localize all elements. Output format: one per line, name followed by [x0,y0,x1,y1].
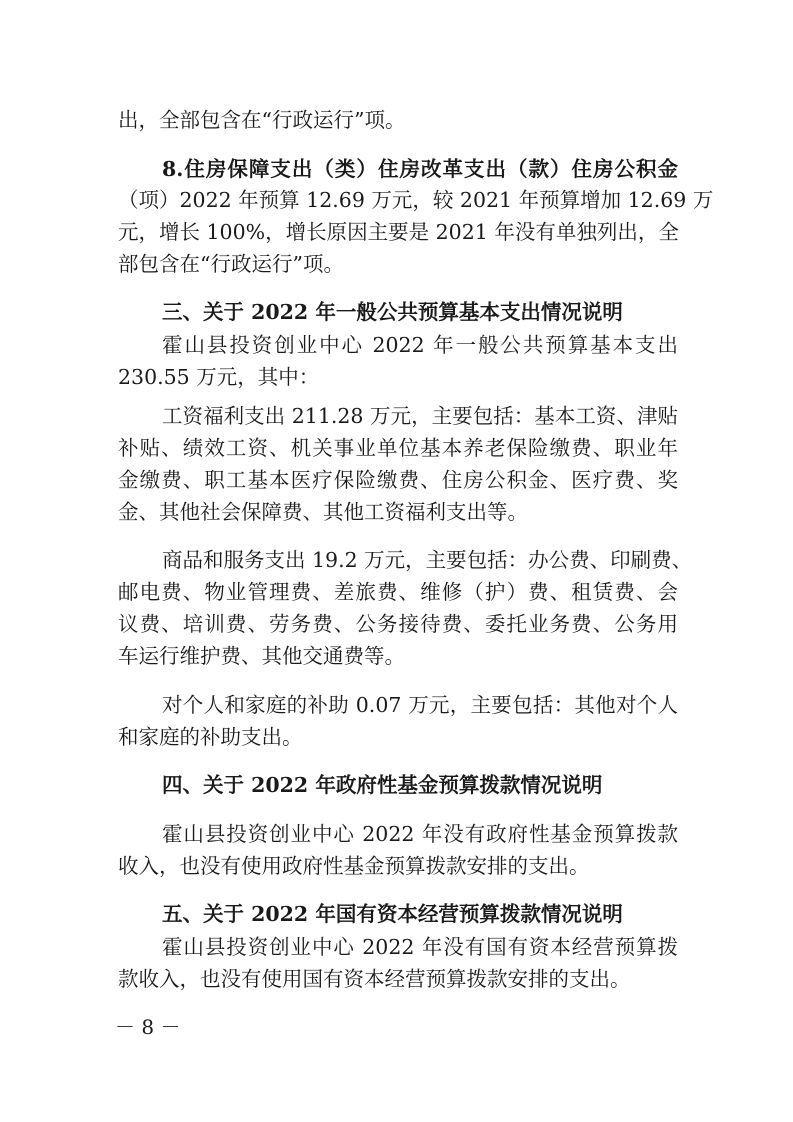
text-line: 议费、培训费、劳务费、公务接待费、委托业务费、公务用 [118,612,678,636]
text-line: 商品和服务支出 19.2 万元，主要包括：办公费、印刷费、 [162,548,693,572]
text-line: 霍山县投资创业中心 2022 年没有政府性基金预算拨款 [162,822,678,846]
text-line: 霍山县投资创业中心 2022 年一般公共预算基本支出 [162,333,678,357]
text-line: 金、其他社会保障费、其他工资福利支出等。 [118,500,528,524]
text-line: 补贴、绩效工资、机关事业单位基本养老保险缴费、职业年 [118,436,678,460]
text-line: 五、关于 2022 年国有资本经营预算拨款情况说明 [162,902,623,926]
text-line: 车运行维护费、其他交通费等。 [118,644,405,668]
text-line: 对个人和家庭的补助 0.07 万元，主要包括：其他对个人 [162,693,678,717]
text-line: 工资福利支出 211.28 万元，主要包括：基本工资、津贴 [162,404,678,428]
text-line: 金缴费、职工基本医疗保险缴费、住房公积金、医疗费、奖 [118,468,678,492]
text-line: 和家庭的补助支出。 [118,725,303,749]
text-line: 230.55 万元，其中： [118,365,320,389]
text-line: 出，全部包含在“行政运行”项。 [118,108,406,132]
text-line: 霍山县投资创业中心 2022 年没有国有资本经营预算拨 [162,935,678,959]
text-line: 8.住房保障支出（类）住房改革支出（款）住房公积金 [162,157,678,181]
text-line: 部包含在“行政运行”项。 [118,252,344,276]
text-line: 三、关于 2022 年一般公共预算基本支出情况说明 [162,300,623,324]
text-line: 四、关于 2022 年政府性基金预算拨款情况说明 [162,773,603,797]
text-line: 收入，也没有使用政府性基金预算拨款安排的支出。 [118,854,590,878]
page-number: － 8 － [115,1015,181,1039]
text-line: 款收入，也没有使用国有资本经营预算拨款安排的支出。 [118,967,631,991]
text-line: （项）2022 年预算 12.69 万元，较 2021 年预算增加 12.69 万 [118,188,714,212]
text-line: 邮电费、物业管理费、差旅费、维修（护）费、租赁费、会 [118,580,678,604]
text-line: 元，增长 100%，增长原因主要是 2021 年没有单独列出，全 [118,220,679,244]
